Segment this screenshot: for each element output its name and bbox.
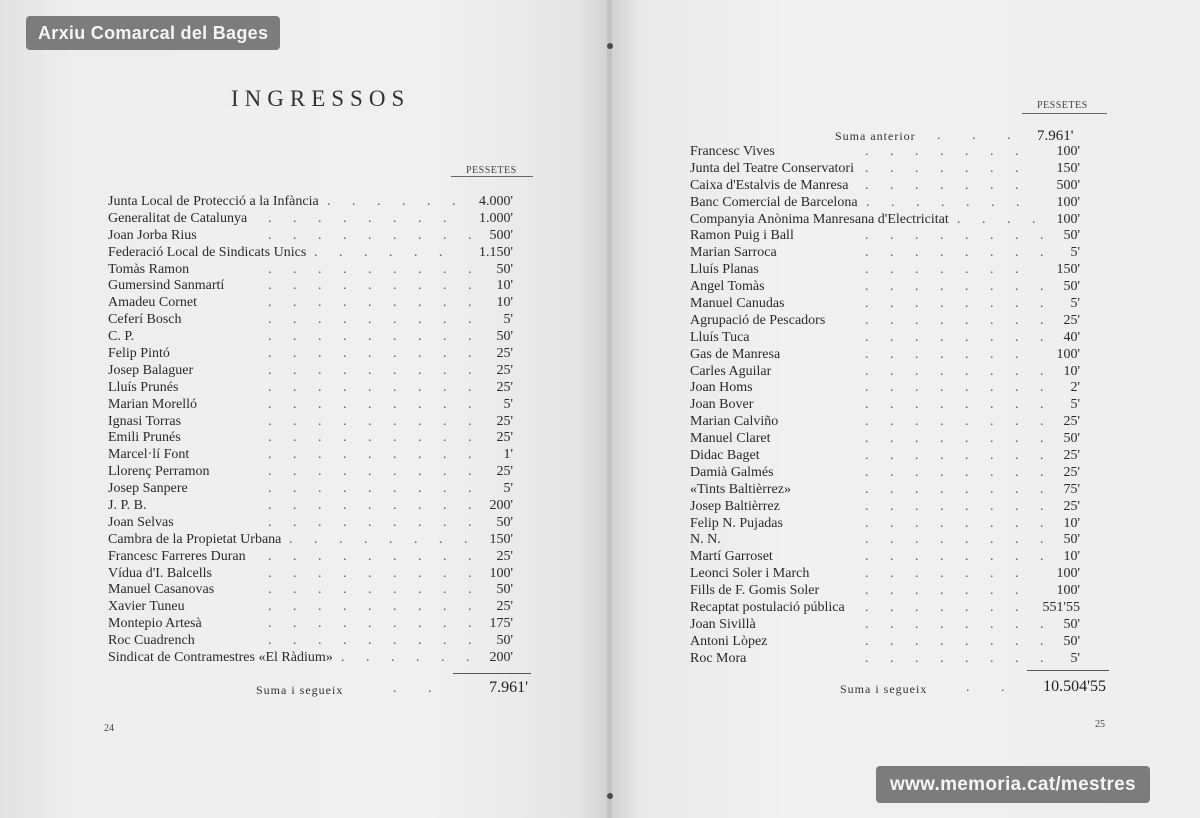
leader-dots: . . . . . . . .: [865, 414, 1053, 430]
entry-name: Amadeu Cornet: [108, 295, 198, 311]
entry-name: Recaptat postulació pública: [690, 600, 845, 616]
leader-dots: . . . . . . . .: [865, 329, 1053, 345]
entry-name: Gumersind Sanmartí: [108, 278, 225, 294]
entry-amount: 50': [1063, 616, 1080, 632]
book-spine: [606, 0, 614, 818]
entry-name: Lluís Tuca: [690, 329, 750, 345]
sum-value: 7.961': [489, 679, 528, 696]
entry-amount: 50': [1063, 532, 1080, 548]
entry-amount: 40': [1063, 329, 1080, 345]
entry-amount: 50': [496, 261, 513, 277]
entry-row: [108, 497, 513, 514]
entry-name: J. P. B.: [108, 498, 147, 514]
sum-rule: [453, 673, 531, 674]
leader-dots: . . . . . . .: [865, 583, 1028, 599]
entry-amount: 100': [1056, 346, 1080, 362]
entry-name: Manuel Casanovas: [108, 582, 215, 598]
entry-amount: 50': [1063, 228, 1080, 244]
leader-dots: . . . . . . . . .: [268, 548, 481, 564]
entry-row: [108, 615, 513, 632]
entry-name: Sindicat de Contramestres «El Ràdium»: [108, 650, 333, 666]
entry-row: [108, 413, 513, 430]
entry-amount: 10': [1063, 515, 1080, 531]
leader-dots: . . . . . . . .: [865, 363, 1053, 379]
entry-name: Ramon Puig i Ball: [690, 228, 794, 244]
leader-dots: . . . . . . .: [865, 177, 1028, 193]
entry-amount: 500': [1056, 177, 1080, 193]
leader-dots: . . . . . . . . .: [268, 616, 481, 632]
entry-amount: 150': [1056, 160, 1080, 176]
leader-dots: . . . . . . .: [865, 144, 1028, 159]
entry-row: [690, 599, 1080, 616]
entry-row: [108, 649, 513, 666]
entry-name: Caixa d'Estalvis de Manresa: [690, 177, 849, 193]
entry-row: [690, 633, 1080, 650]
archive-watermark: Arxiu Comarcal del Bages: [26, 16, 280, 50]
leader-dots: . . . . . .: [314, 244, 452, 260]
binding-stitch: [607, 43, 613, 49]
leader-dots: . . . . . . .: [865, 566, 1028, 582]
entry-amount: 100': [1056, 583, 1080, 599]
entry-amount: 25': [496, 362, 513, 378]
entry-amount: 5': [1070, 650, 1080, 666]
leader-dots: . . . . . . . .: [865, 431, 1053, 447]
entry-row: [108, 446, 513, 463]
leader-dots: . . . . . . . . .: [268, 379, 481, 395]
entry-amount: 25': [496, 346, 513, 362]
entry-row: [108, 311, 513, 328]
entry-name: Vídua d'I. Balcells: [108, 565, 212, 581]
entry-row: [108, 548, 513, 565]
entry-name: Francesc Farreres Duran: [108, 548, 246, 564]
entry-amount: 50': [496, 514, 513, 530]
leader-dots: . . . . . . . . .: [268, 396, 481, 412]
entry-name: Fills de F. Gomis Soler: [690, 583, 820, 599]
entry-name: Marian Calviño: [690, 414, 779, 430]
entry-amount: 200': [489, 650, 513, 666]
entry-name: Gas de Manresa: [690, 346, 781, 362]
entry-row: [690, 531, 1080, 548]
right-page: [612, 0, 1200, 818]
sum-rule: [1027, 670, 1109, 671]
entry-name: Joan Jorba Rius: [108, 227, 197, 243]
leader-dots: . . . . . . . .: [865, 279, 1053, 295]
entry-row: [108, 429, 513, 446]
leader-dots: . . . . . . . .: [865, 397, 1053, 413]
entry-row: [690, 363, 1080, 380]
entry-name: Marian Morelló: [108, 396, 198, 412]
entry-amount: 25': [1063, 312, 1080, 328]
entry-amount: 25': [496, 599, 513, 615]
entry-row: [690, 227, 1080, 244]
entry-row: [108, 396, 513, 413]
entry-name: Josep Baltièrrez: [690, 498, 780, 514]
entry-row: [690, 143, 1080, 160]
entry-name: N. N.: [690, 532, 721, 548]
column-header-rule: [451, 176, 533, 177]
leader-dots: . . . . . . . . .: [268, 633, 481, 649]
entry-amount: 150': [489, 531, 513, 547]
entry-name: Josep Sanpere: [108, 481, 188, 497]
entry-name: Lluís Planas: [690, 262, 759, 278]
entry-name: Joan Selvas: [108, 514, 174, 530]
column-header-rule: [1022, 113, 1107, 114]
leader-dots: . . . . . . . .: [865, 532, 1053, 548]
leader-dots: . . . . . . . .: [865, 498, 1053, 514]
entry-row: [690, 481, 1080, 498]
entry-name: Antoni Lòpez: [690, 633, 768, 649]
leader-dots: . . . . . . . . .: [268, 599, 481, 615]
entry-amount: 25': [1063, 414, 1080, 430]
entry-row: [690, 160, 1080, 177]
sum-value: 10.504'55: [1043, 678, 1106, 695]
entry-row: [690, 329, 1080, 346]
entry-row: [690, 548, 1080, 565]
entry-amount: 25': [496, 430, 513, 446]
entry-amount: 5': [503, 396, 513, 412]
leader-dots: . . . . . . . . .: [268, 227, 481, 243]
leader-dots: . . . . . . . . .: [268, 565, 481, 581]
entry-amount: 10': [1063, 363, 1080, 379]
entry-row: [108, 345, 513, 362]
leader-dots: . . . . . .: [327, 194, 465, 209]
entry-row: [108, 581, 513, 598]
entry-amount: 100': [1056, 211, 1080, 227]
sum-label: Suma i segueix: [256, 683, 344, 697]
leader-dots: . . . . . . . .: [865, 633, 1053, 649]
entry-amount: 25': [496, 413, 513, 429]
left-entry-list: [108, 193, 513, 666]
leader-dots: . . . . . . .: [865, 600, 1028, 616]
leader-dots: . . . . . . . .: [865, 515, 1053, 531]
sum-dots: . .: [966, 680, 1019, 695]
entry-amount: 1': [503, 447, 513, 463]
previous-sum-dots: . . .: [937, 128, 1025, 143]
entry-row: [690, 278, 1080, 295]
entry-name: Llorenç Perramon: [108, 464, 210, 480]
entry-amount: 25': [1063, 448, 1080, 464]
leader-dots: . . . . . . . .: [865, 549, 1053, 565]
column-header: PESSETES: [466, 165, 517, 176]
entry-name: Roc Cuadrench: [108, 633, 195, 649]
entry-row: [690, 261, 1080, 278]
leader-dots: . . . . . . . .: [865, 650, 1053, 666]
leader-dots: . . . . . . .: [865, 160, 1028, 176]
leader-dots: . . . . . . . .: [289, 531, 477, 547]
entry-amount: 100': [1056, 194, 1080, 210]
entry-name: «Tints Baltièrrez»: [690, 481, 791, 497]
binding-stitch: [607, 793, 613, 799]
entry-name: Leonci Soler i March: [690, 566, 810, 582]
entry-row: [108, 565, 513, 582]
entry-row: [690, 177, 1080, 194]
entry-name: Marcel·lí Font: [108, 447, 190, 463]
leader-dots: . . . . . . . . .: [268, 514, 481, 530]
entry-name: Carles Aguilar: [690, 363, 772, 379]
leader-dots: . . . . . . . .: [865, 481, 1053, 497]
entry-amount: 25': [496, 379, 513, 395]
leader-dots: . . . . . . . .: [865, 245, 1053, 261]
leader-dots: . . . . . . . .: [865, 312, 1053, 328]
leader-dots: . . . . . . . . .: [268, 498, 481, 514]
entry-row: [690, 515, 1080, 532]
entry-row: [690, 396, 1080, 413]
leader-dots: . . . . . . .: [866, 194, 1029, 210]
entry-name: Martí Garroset: [690, 549, 773, 565]
leader-dots: . . . .: [957, 211, 1045, 227]
leader-dots: . . . . . . . .: [865, 448, 1053, 464]
entry-row: [108, 244, 513, 261]
entry-amount: 75': [1063, 481, 1080, 497]
page-number: 25: [1095, 719, 1105, 730]
leader-dots: . . . . . . . .: [865, 228, 1053, 244]
entry-amount: 200': [489, 498, 513, 514]
page-title: INGRESSOS: [231, 86, 411, 111]
entry-amount: 10': [496, 295, 513, 311]
entry-row: [690, 565, 1080, 582]
page-number: 24: [104, 723, 114, 734]
right-entry-list: [690, 143, 1080, 667]
leader-dots: . . . . . . . . .: [268, 312, 481, 328]
entry-name: Ceferí Bosch: [108, 312, 182, 328]
leader-dots: . . . . . . . . .: [268, 295, 481, 311]
sum-dots: . .: [393, 681, 446, 696]
entry-row: [108, 463, 513, 480]
leader-dots: . . . . . . . .: [268, 210, 456, 226]
entry-amount: 50': [1063, 279, 1080, 295]
entry-row: [690, 582, 1080, 599]
entry-amount: 4.000': [478, 194, 513, 209]
entry-name: Damià Galmés: [690, 464, 774, 480]
sum-label: Suma i segueix: [840, 682, 928, 696]
entry-name: Francesc Vives: [690, 144, 775, 159]
entry-amount: 25': [496, 464, 513, 480]
entry-row: [108, 379, 513, 396]
entry-row: [690, 413, 1080, 430]
leader-dots: . . . . . . . . .: [268, 464, 481, 480]
entry-amount: 1.000': [478, 210, 513, 226]
leader-dots: . . . . . . . . .: [268, 261, 481, 277]
entry-name: Felip Pintó: [108, 346, 170, 362]
entry-name: Angel Tomàs: [690, 279, 765, 295]
entry-amount: 500': [489, 227, 513, 243]
entry-name: Didac Baget: [690, 448, 760, 464]
entry-amount: 150': [1056, 262, 1080, 278]
entry-amount: 5': [503, 312, 513, 328]
entry-name: C. P.: [108, 329, 135, 345]
entry-row: [108, 227, 513, 244]
entry-amount: 10': [496, 278, 513, 294]
entry-row: [690, 211, 1080, 228]
entry-name: Roc Mora: [690, 650, 747, 666]
entry-name: Emili Prunés: [108, 430, 181, 446]
entry-name: Xavier Tuneu: [108, 599, 185, 615]
leader-dots: . . . . . . . .: [865, 296, 1053, 312]
entry-row: [690, 346, 1080, 363]
entry-amount: 2': [1070, 380, 1080, 396]
entry-name: Ignasi Torras: [108, 413, 182, 429]
entry-amount: 25': [496, 548, 513, 564]
entry-amount: 50': [496, 582, 513, 598]
entry-amount: 551'55: [1042, 600, 1080, 616]
entry-amount: 5': [1070, 245, 1080, 261]
leader-dots: . . . . . . .: [865, 262, 1028, 278]
entry-row: [108, 598, 513, 615]
entry-amount: 10': [1063, 549, 1080, 565]
entry-row: [690, 295, 1080, 312]
entry-name: Joan Bover: [690, 397, 754, 413]
previous-sum-label: Suma anterior: [835, 129, 916, 143]
entry-row: [108, 261, 513, 278]
entry-row: [108, 632, 513, 649]
entry-amount: 25': [1063, 464, 1080, 480]
entry-row: [690, 447, 1080, 464]
entry-name: Generalitat de Catalunya: [108, 210, 248, 226]
entry-name: Cambra de la Propietat Urbana: [108, 531, 282, 547]
entry-amount: 100': [489, 565, 513, 581]
entry-row: [690, 464, 1080, 481]
entry-name: Federació Local de Sindicats Unics: [108, 244, 307, 260]
entry-row: [690, 379, 1080, 396]
entry-name: Joan Sivillà: [690, 616, 756, 632]
entry-row: [108, 328, 513, 345]
entry-amount: 50': [496, 633, 513, 649]
leader-dots: . . . . . . . . .: [268, 413, 481, 429]
entry-row: [690, 650, 1080, 667]
entry-row: [108, 514, 513, 531]
entry-name: Lluís Prunés: [108, 379, 179, 395]
entry-row: [690, 498, 1080, 515]
entry-amount: 5': [1070, 296, 1080, 312]
entry-amount: 100': [1056, 144, 1080, 159]
entry-name: Felip N. Pujadas: [690, 515, 783, 531]
entry-row: [108, 277, 513, 294]
entry-name: Banc Comercial de Barcelona: [690, 194, 858, 210]
entry-name: Manuel Canudas: [690, 296, 785, 312]
entry-name: Manuel Claret: [690, 431, 771, 447]
entry-row: [108, 480, 513, 497]
website-watermark: www.memoria.cat/mestres: [876, 766, 1150, 803]
entry-amount: 5': [503, 481, 513, 497]
column-header: PESSETES: [1037, 100, 1088, 111]
entry-amount: 100': [1056, 566, 1080, 582]
entry-row: [690, 312, 1080, 329]
leader-dots: . . . . . . . .: [865, 464, 1053, 480]
entry-amount: 5': [1070, 397, 1080, 413]
entry-row: [108, 294, 513, 311]
entry-amount: 50': [1063, 633, 1080, 649]
leader-dots: . . . . . . . . .: [268, 447, 481, 463]
entry-row: [690, 244, 1080, 261]
leader-dots: . . . . . . . . .: [268, 481, 481, 497]
entry-row: [690, 616, 1080, 633]
leader-dots: . . . . . . . . .: [268, 278, 481, 294]
entry-name: Agrupació de Pescadors: [690, 312, 826, 328]
leader-dots: . . . . . . . . .: [268, 430, 481, 446]
entry-row: [108, 362, 513, 379]
entry-amount: 25': [1063, 498, 1080, 514]
entry-row: [108, 210, 513, 227]
leader-dots: . . . . . . . .: [865, 380, 1053, 396]
entry-amount: 50': [1063, 431, 1080, 447]
entry-name: Joan Homs: [690, 380, 753, 396]
entry-name: Josep Balaguer: [108, 362, 194, 378]
entry-row: [690, 430, 1080, 447]
entry-row: [108, 193, 513, 210]
entry-name: Tomàs Ramon: [108, 261, 190, 277]
entry-row: [690, 194, 1080, 211]
entry-name: Marian Sarroca: [690, 245, 777, 261]
entry-name: Junta del Teatre Conservatori: [690, 160, 854, 176]
entry-amount: 1.150': [478, 244, 513, 260]
leader-dots: . . . . . . . . .: [268, 346, 481, 362]
entry-name: Companyia Anònima Manresana d'Electricitat: [690, 211, 949, 227]
entry-amount: 50': [496, 329, 513, 345]
leader-dots: . . . . . . . . .: [268, 362, 481, 378]
entry-amount: 175': [489, 616, 513, 632]
leader-dots: . . . . . . .: [865, 346, 1028, 362]
leader-dots: . . . . . . . . .: [268, 582, 481, 598]
leader-dots: . . . . . .: [341, 650, 479, 666]
entry-name: Montepio Artesà: [108, 616, 202, 632]
entry-row: [108, 531, 513, 548]
leader-dots: . . . . . . . . .: [268, 329, 481, 345]
entry-name: Junta Local de Protecció a la Infància: [108, 194, 319, 209]
previous-sum-value: 7.961': [1037, 128, 1074, 144]
leader-dots: . . . . . . . .: [865, 616, 1053, 632]
